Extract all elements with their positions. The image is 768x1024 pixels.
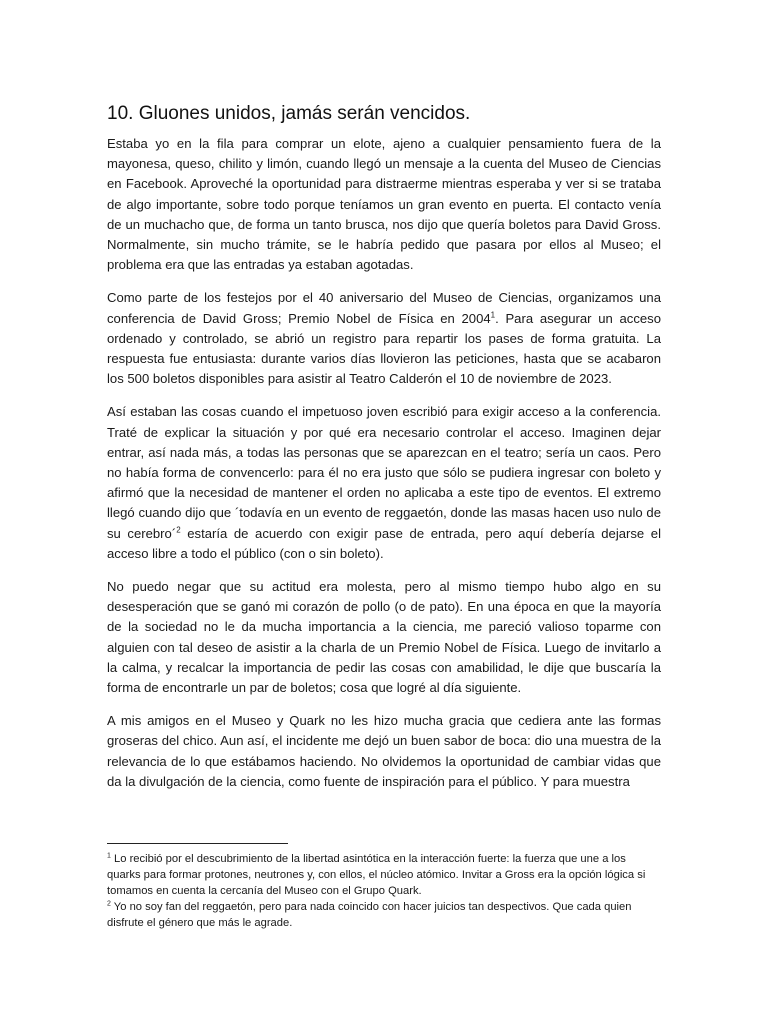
paragraph-4-text: No puedo negar que su actitud era molesta, pero al mismo tiempo hubo algo en su desesperación que se ganó mi corazón de pollo (o de pato). En una época en que la mayoría de la sociedad no le da mucha importancia a la ciencia, me pareció valioso toparme con alguien con tal deseo de asistir a la charla de un Premio Nobel de Física. Luego de invitarlo a la calma, y recalcar la importancia de pedir las cosas con amabilidad, le dije que buscaría la forma de encontrarle un par de boletos; cosa que logré al día siguiente. <box>107 579 661 696</box>
footnote-ref-2[interactable]: 2 <box>176 525 181 535</box>
footnotes-section <box>107 843 661 932</box>
paragraph-1 <box>107 134 661 275</box>
paragraph-5 <box>107 711 661 792</box>
footnote-1-text: Lo recibió por el descubrimiento de la libertad asintótica en la interacción fuerte: la fuerza que une a los quarks para formar protones, neutrones y, con ellos, el núcleo atómico. Invitar a Gross era la opción lógica si tomamos en cuenta la cercanía del Museo con el Grupo Quark. <box>107 853 646 897</box>
paragraph-3-text-b: estaría de acuerdo con exigir pase de entrada, pero aquí debería dejarse el acceso libre a todo el público (con o sin boleto). <box>107 525 661 561</box>
paragraph-2-text-a: Como parte de los festejos por el 40 aniversario del Museo de Ciencias, organizamos una conferencia de David Gross; Premio Nobel de Física en 2004 <box>107 290 661 326</box>
paragraph-3 <box>107 402 661 564</box>
footnote-2 <box>107 900 661 932</box>
section-title: 10. Gluones unidos, jamás serán vencidos. <box>107 103 471 124</box>
footnote-1 <box>107 852 661 900</box>
footnote-divider <box>107 843 288 844</box>
footnote-2-number: 2 <box>107 899 111 907</box>
paragraph-2 <box>107 288 661 389</box>
document-body <box>107 100 661 805</box>
footnote-1-number: 1 <box>107 852 111 860</box>
paragraph-5-text: A mis amigos en el Museo y Quark no les hizo mucha gracia que cediera ante las formas groseras del chico. Aun así, el incidente me dejó un buen sabor de boca: dio una muestra de la relevancia de lo que estábamos haciendo. No olvidemos la oportunidad de cambiar vidas que da la divulgación de la ciencia, como fuente de inspiración para el público. Y para muestra <box>107 713 661 789</box>
paragraph-2-text-b: . Para asegurar un acceso ordenado y controlado, se abrió un registro para repartir los pases de forma gratuita. La respuesta fue entusiasta: durante varios días llovieron las peticiones, hasta que se acabaron los 500 boletos disponibles para asistir al Teatro Calderón el 10 de noviembre de 2023. <box>107 310 661 387</box>
paragraph-1-text: Estaba yo en la fila para comprar un elote, ajeno a cualquier pensamiento fuera de la mayonesa, queso, chilito y limón, cuando llegó un mensaje a la cuenta del Museo de Ciencias en Facebook. Aproveché la oportunidad para distraerme mientras esperaba y ver si se trataba de algo importante, sobre todo porque teníamos un gran evento en puerta. El contacto venía de un muchacho que, de forma un tanto brusca, nos dijo que quería boletos para David Gross. Normalmente, sin mucho trámite, se le habría pedido que pasara por ellos al Museo; el problema era que las entradas ya estaban agotadas. <box>107 136 661 273</box>
paragraph-4 <box>107 577 661 698</box>
paragraph-3-text-a: Así estaban las cosas cuando el impetuoso joven escribió para exigir acceso a la conferencia. Traté de explicar la situación y por qué era necesario controlar el acceso. Imaginen dejar entrar, así nada más, a todas las personas que se aparezcan en el teatro; sería un caos. Pero no había forma de convencerlo: para él no era justo que sólo se pudiera ingresar con boleto y afirmó que la necesidad de mantener el orden no aplicaba a este tipo de eventos. El extremo llegó cuando dijo que ´todavía en un evento de reggaetón, donde las masas hacen uso nulo de su cerebro´ <box>107 404 661 541</box>
footnote-ref-1[interactable]: 1 <box>490 310 496 320</box>
footnote-2-text: Yo no soy fan del reggaetón, pero para nada coincido con hacer juicios tan despectivos. Que cada quien disfrute el género que más le agrade. <box>107 900 632 929</box>
